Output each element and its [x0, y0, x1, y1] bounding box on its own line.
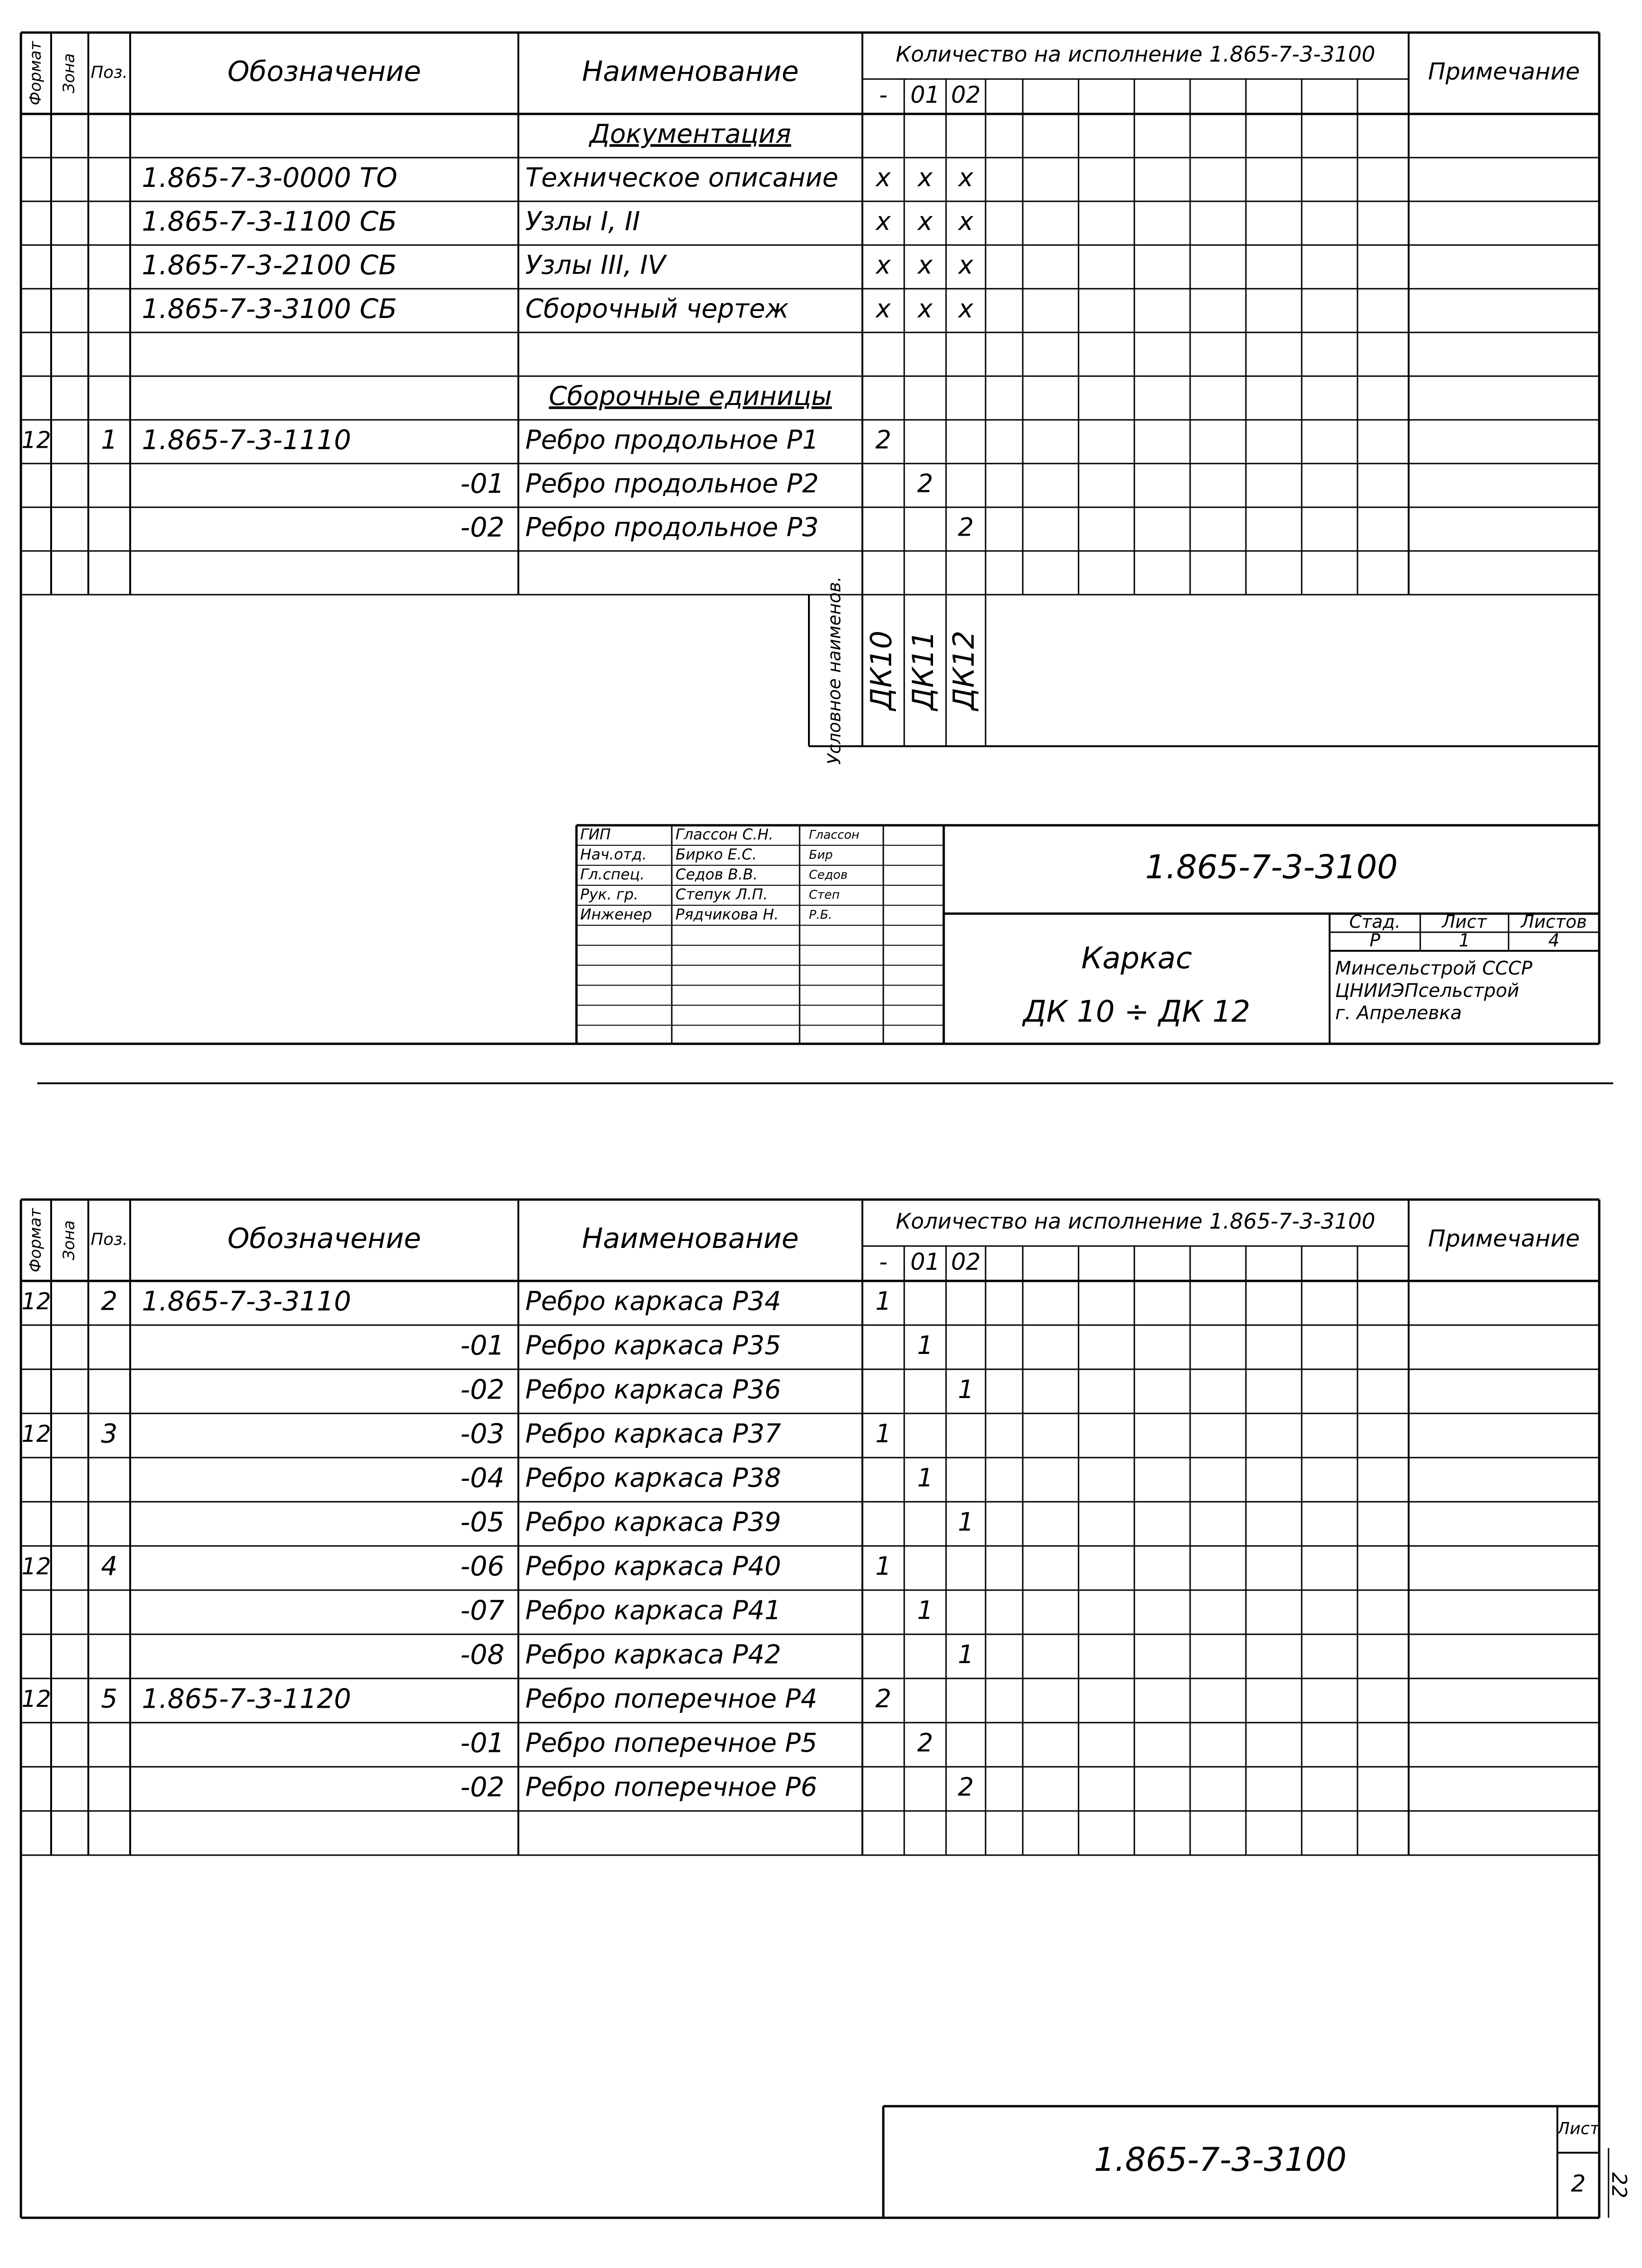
row-quantity: 1: [958, 1640, 974, 1670]
row-position: 5: [101, 1684, 118, 1714]
row-format: 12: [21, 1420, 51, 1447]
product-name: Каркас: [1081, 941, 1192, 976]
row-format: 12: [21, 426, 51, 454]
row-designation: 1.865-7-3-3110: [142, 1285, 351, 1317]
header-variant: -: [879, 81, 888, 108]
sheet-label: Лист: [1442, 911, 1487, 932]
row-designation: 1.865-7-3-1100 СБ: [142, 206, 397, 238]
row-designation: 1.865-7-3-1120: [142, 1683, 351, 1715]
row-designation: -04: [460, 1462, 504, 1494]
section-heading: Сборочные единицы: [549, 381, 832, 412]
row-position: 3: [101, 1419, 118, 1449]
row-quantity: 1: [958, 1375, 974, 1405]
page-stamp: 22: [1607, 2172, 1631, 2198]
row-quantity: x: [918, 206, 933, 236]
row-quantity: 1: [875, 1552, 892, 1581]
row-name: Ребро каркаса Р42: [525, 1639, 781, 1670]
row-quantity: 2: [958, 1772, 974, 1802]
row-format: 12: [21, 1553, 51, 1580]
signer-name: Бирко Е.С.: [675, 845, 757, 863]
row-quantity: x: [876, 163, 891, 192]
row-name: Ребро поперечное Р6: [525, 1772, 817, 1803]
row-quantity: 1: [875, 1419, 892, 1449]
row-format: 12: [21, 1288, 51, 1315]
header-variant: 01: [910, 1248, 940, 1275]
sheets-value: 4: [1548, 930, 1560, 951]
row-quantity: x: [876, 206, 891, 236]
header-qty-title: Количество на исполнение 1.865-7-3-3100: [895, 41, 1376, 67]
row-quantity: x: [876, 294, 891, 324]
row-name: Узлы I, II: [525, 206, 640, 237]
row-name: Ребро поперечное Р4: [525, 1684, 817, 1714]
conditional-label: Условное наименов.: [824, 576, 845, 765]
row-designation: -02: [460, 1771, 504, 1803]
row-designation: -01: [460, 468, 504, 500]
row-designation: -06: [460, 1550, 504, 1582]
stage-value: Р: [1370, 930, 1380, 951]
row-quantity: 1: [875, 1287, 892, 1316]
header-note: Примечание: [1428, 1225, 1580, 1252]
row-format: 12: [21, 1685, 51, 1712]
conditional-name: ДК12: [947, 630, 981, 710]
row-position: 4: [101, 1551, 118, 1582]
row-designation: -08: [460, 1638, 504, 1671]
header-variant: 01: [910, 81, 940, 108]
row-designation: 1.865-7-3-3100 СБ: [142, 293, 397, 325]
header-note: Примечание: [1428, 58, 1580, 85]
signer-name: Степук Л.П.: [675, 885, 768, 903]
row-name: Узлы III, IV: [525, 250, 666, 281]
signer-name: Глассон С.Н.: [675, 825, 774, 843]
signature: Глассон: [809, 828, 860, 842]
signer-name: Седов В.В.: [675, 865, 758, 883]
row-designation: -01: [460, 1329, 504, 1361]
row-designation: -05: [460, 1506, 504, 1538]
signature: Бир: [809, 848, 833, 862]
conditional-name: ДК11: [906, 630, 940, 710]
section-heading: Документация: [589, 119, 791, 150]
signer-role: ГИП: [580, 825, 611, 843]
document-code: 1.865-7-3-3100: [1145, 848, 1398, 887]
row-quantity: 2: [917, 1728, 934, 1758]
row-quantity: 2: [958, 512, 974, 542]
row-name: Ребро каркаса Р34: [525, 1286, 781, 1317]
row-designation: -02: [460, 1373, 504, 1406]
header-variant: -: [879, 1248, 888, 1275]
row-name: Ребро продольное Р2: [525, 469, 819, 499]
row-name: Ребро поперечное Р5: [525, 1728, 817, 1758]
row-designation: -03: [460, 1418, 504, 1450]
row-quantity: x: [958, 250, 973, 280]
conditional-name: ДК10: [864, 630, 899, 710]
row-quantity: x: [958, 206, 973, 236]
signer-role: Рук. гр.: [580, 885, 639, 903]
row-quantity: 1: [917, 1331, 934, 1360]
row-designation: -01: [460, 1727, 504, 1759]
row-name: Ребро каркаса Р37: [525, 1419, 781, 1449]
row-name: Ребро каркаса Р35: [525, 1330, 781, 1361]
row-quantity: x: [918, 163, 933, 192]
row-name: Техническое описание: [525, 163, 839, 193]
header-name: Наименование: [582, 55, 799, 88]
row-quantity: 1: [958, 1507, 974, 1537]
header-format: Формат: [26, 41, 45, 106]
row-position: 1: [101, 425, 118, 456]
row-name: Сборочный чертеж: [525, 294, 789, 325]
row-name: Ребро каркаса Р39: [525, 1507, 781, 1538]
row-designation: -02: [460, 511, 504, 544]
row-quantity: 1: [917, 1463, 934, 1493]
sheet-value: 1: [1458, 930, 1470, 951]
row-quantity: 2: [875, 1684, 892, 1714]
row-quantity: x: [876, 250, 891, 280]
signature: Седов: [809, 868, 848, 882]
signature: Степ: [809, 888, 840, 902]
header-qty-title: Количество на исполнение 1.865-7-3-3100: [895, 1208, 1376, 1234]
row-position: 2: [101, 1286, 118, 1317]
organization-line: Минсельстрой СССР: [1335, 958, 1533, 979]
row-name: Ребро каркаса Р36: [525, 1374, 781, 1405]
header-designation: Обозначение: [227, 1222, 421, 1255]
row-designation: 1.865-7-3-1110: [142, 424, 351, 456]
row-name: Ребро продольное Р3: [525, 512, 819, 543]
row-designation: 1.865-7-3-2100 СБ: [142, 249, 397, 281]
row-name: Ребро каркаса Р38: [525, 1463, 781, 1493]
row-quantity: 2: [917, 469, 934, 498]
header-pos: Поз.: [91, 1230, 128, 1249]
header-format: Формат: [26, 1208, 45, 1273]
row-quantity: x: [958, 163, 973, 192]
signature: Р.Б.: [809, 908, 833, 922]
row-quantity: 1: [917, 1596, 934, 1625]
organization-line: ЦНИИЭПсельстрой: [1335, 980, 1519, 1001]
header-name: Наименование: [582, 1222, 799, 1255]
document-code: 1.865-7-3-3100: [1094, 2141, 1347, 2179]
header-variant: 02: [951, 1248, 981, 1275]
header-pos: Поз.: [91, 63, 128, 82]
row-name: Ребро каркаса Р41: [525, 1595, 781, 1626]
stage-label: Стад.: [1349, 911, 1401, 932]
signer-role: Инженер: [580, 905, 652, 923]
row-name: Ребро продольное Р1: [525, 425, 819, 456]
row-quantity: x: [918, 294, 933, 324]
signer-name: Рядчикова Н.: [675, 905, 779, 923]
row-designation: -07: [460, 1594, 504, 1626]
header-zone: Зона: [60, 1220, 79, 1260]
row-quantity: x: [918, 250, 933, 280]
header-zone: Зона: [60, 53, 79, 93]
organization-line: г. Апрелевка: [1335, 1002, 1462, 1024]
row-designation: 1.865-7-3-0000 ТО: [142, 162, 397, 194]
header-designation: Обозначение: [227, 55, 421, 88]
sheet-value: 2: [1571, 2170, 1586, 2197]
signer-role: Нач.отд.: [580, 845, 647, 863]
sheets-label: Листов: [1521, 911, 1587, 932]
row-quantity: 2: [875, 425, 892, 455]
product-range: ДК 10 ÷ ДК 12: [1023, 995, 1251, 1029]
row-quantity: x: [958, 294, 973, 324]
row-name: Ребро каркаса Р40: [525, 1551, 781, 1582]
signer-role: Гл.спец.: [580, 865, 645, 883]
header-variant: 02: [951, 81, 981, 108]
sheet-label: Лист: [1557, 2119, 1600, 2138]
